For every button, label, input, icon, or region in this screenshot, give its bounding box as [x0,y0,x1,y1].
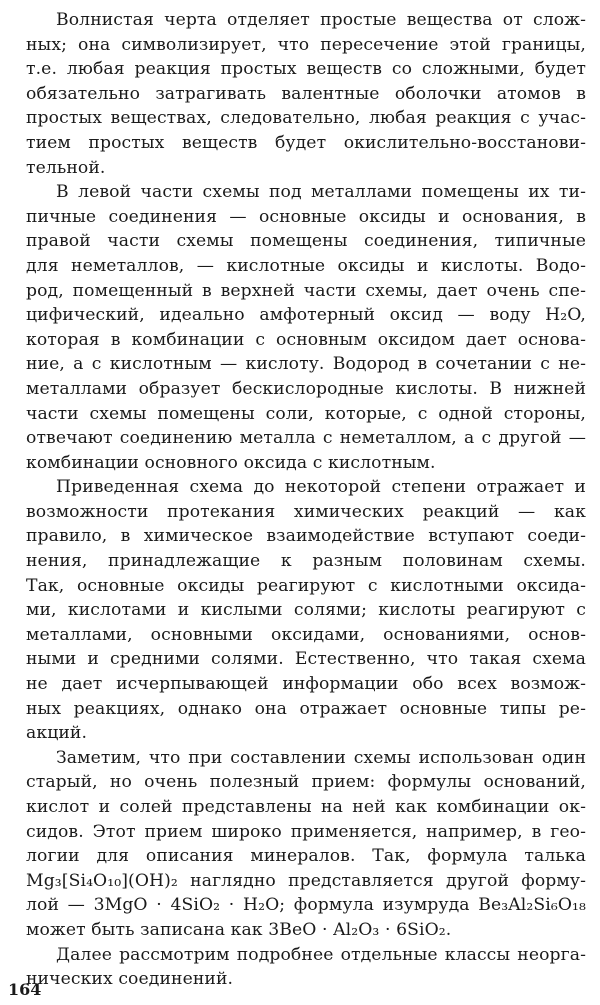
text-line: простых веществах, следовательно, любая реакция с учас- [26,108,586,129]
text-line: комбинации основного оксида с кислотным. [26,452,436,473]
text-line: тельной. [26,157,106,178]
page-number: 164 [8,980,42,999]
text-line: Далее рассмотрим подробнее отдельные классы неорга- [56,944,586,965]
paragraph-3 [26,475,586,746]
text-line: Так, основные оксиды реагируют с кислотными оксида- [26,575,586,596]
text-line: ние, а с кислотным — кислоту. Водород в сочетании с не- [26,354,586,375]
text-line: сидов. Этот прием широко применяется, например, в гео- [26,821,586,842]
paragraph-5 [26,943,586,992]
text-line: ных; она символизирует, что пересечение этой границы, [26,34,586,55]
text-line: металлами, основными оксидами, основаниями, основ- [26,624,586,645]
text-line: В левой части схемы под металлами помещены их ти- [56,182,586,203]
text-line: металлами образует бескислородные кислоты. В нижней [26,378,586,399]
text-line: части схемы помещены соли, которые, с одной стороны, [26,403,586,424]
text-line: Заметим, что при составлении схемы использован один [56,747,586,768]
text-line: нения, принадлежащие к разным половинам схемы. [26,551,586,572]
text-line: пичные соединения — основные оксиды и основания, в [26,206,586,227]
text-line: Волнистая черта отделяет простые вещества от слож- [56,10,586,30]
text-line: не дает исчерпывающей информации обо всех возмож- [26,674,586,695]
text-line: кислот и солей представлены на ней как комбинации ок- [26,797,586,817]
text-line: возможности протекания химических реакций — как [26,501,586,522]
text-line: род, помещенный в верхней части схемы, дает очень спе- [26,280,586,301]
text-line: старый, но очень полезный прием: формулы оснований, [26,772,586,793]
text-line: может быть записана как 3BeO · Al₂O₃ · 6SiO₂. [26,919,452,940]
text-line: правой части схемы помещены соединения, типичные [26,231,586,252]
text-line: нических соединений. [26,969,234,990]
text-line: которая в комбинации с основным оксидом дает основа- [26,329,586,350]
text-line: тием простых веществ будет окислительно-восстанови- [26,132,586,153]
text-line: ных реакциях, однако она отражает основные типы ре- [26,698,586,719]
text-line: лой — 3MgO · 4SiO₂ · H₂O; формула изумруда Be₃Al₂Si₆O₁₈ [26,895,586,916]
text-line: Приведенная схема до некоторой степени отражает и [56,477,586,498]
text-line: отвечают соединению металла с неметаллом, а с другой — [26,428,586,449]
text-line: логии для описания минералов. Так, формула талька [26,846,586,867]
text-line: Mg₃[Si₄O₁₀](OH)₂ наглядно представляется другой форму- [26,870,586,891]
paragraph-4 [26,746,586,943]
body-text [26,8,586,992]
text-line: ми, кислотами и кислыми солями; кислоты реагируют с [26,600,586,621]
text-line: для неметаллов, — кислотные оксиды и кислоты. Водо- [26,255,586,276]
text-line: правило, в химическое взаимодействие вступают соеди- [26,526,586,547]
text-line: обязательно затрагивать валентные оболочки атомов в [26,83,586,104]
paragraph-2 [26,180,586,475]
text-line: цифический, идеально амфотерный оксид — воду H₂O, [26,305,586,326]
paragraph-1 [26,8,586,180]
text-line: акций. [26,723,88,744]
text-line: ными и средними солями. Естественно, что такая схема [26,649,586,670]
text-line: т.е. любая реакция простых веществ со сложными, будет [26,59,586,80]
